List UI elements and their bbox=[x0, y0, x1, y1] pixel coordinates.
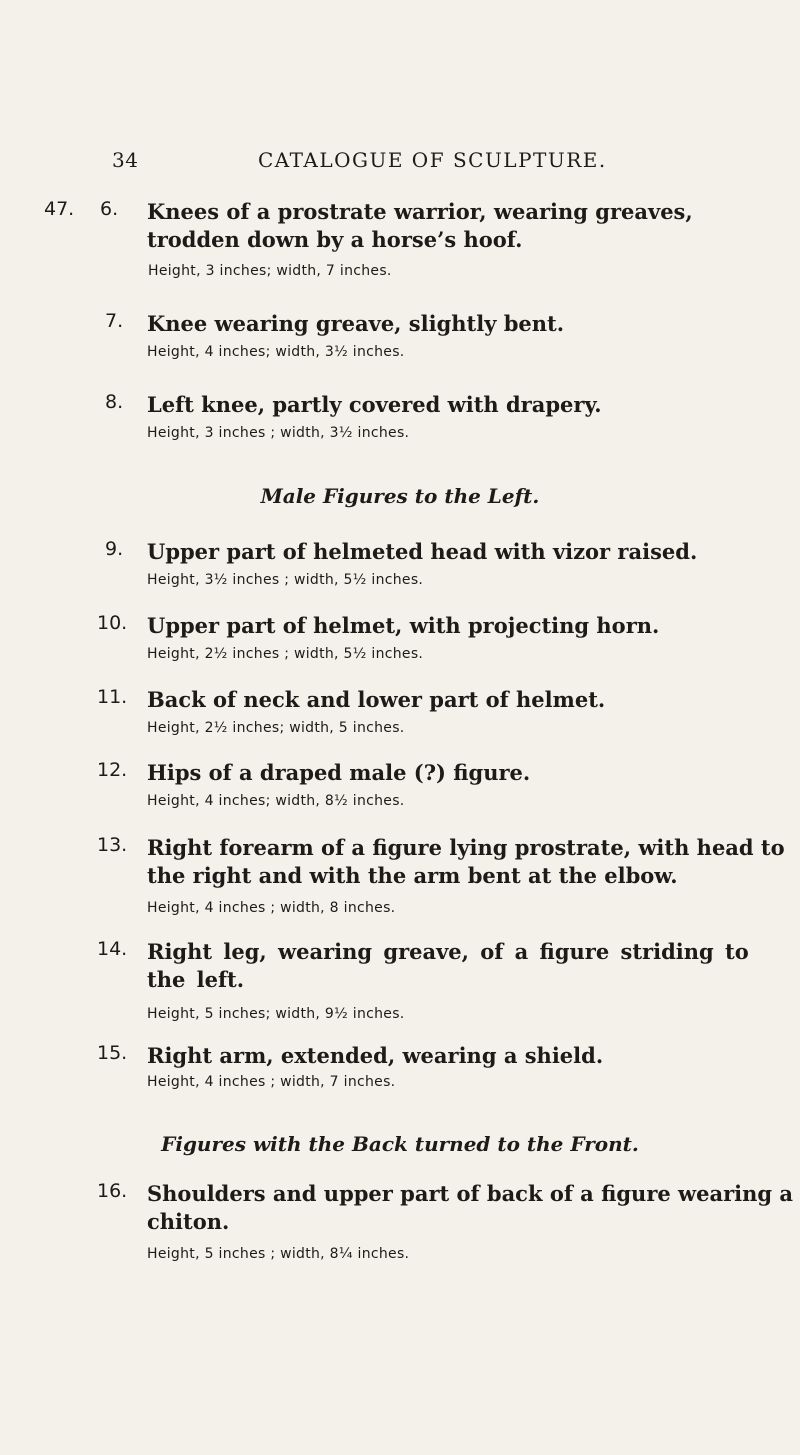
entry-title: Upper part of helmeted head with vizor raised. bbox=[147, 539, 698, 564]
entry-title: Knee wearing greave, slightly bent. bbox=[147, 311, 565, 336]
section-heading: Male Figures to the Left. bbox=[260, 484, 540, 508]
entry-number: 6. bbox=[100, 198, 119, 220]
entry-dimensions: Height, 4 inches; width, 3½ inches. bbox=[147, 344, 405, 360]
entry-dimensions: Height, 5 inches; width, 9½ inches. bbox=[147, 1006, 405, 1022]
entry-number: 7. bbox=[105, 310, 124, 332]
entry-number: 13. bbox=[97, 834, 128, 856]
page-number: 34 bbox=[112, 148, 139, 172]
entry-dimensions: Height, 3½ inches ; width, 5½ inches. bbox=[147, 572, 424, 588]
page-header bbox=[0, 148, 800, 178]
entry-title: Knees of a prostrate warrior, wearing greaves, trodden down by a horse’s hoof. bbox=[147, 199, 693, 252]
entry-dimensions: Height, 2½ inches; width, 5 inches. bbox=[147, 720, 405, 736]
running-title: CATALOGUE OF SCULPTURE. bbox=[258, 148, 607, 172]
entry-number: 8. bbox=[105, 391, 124, 413]
entry-number: 15. bbox=[97, 1042, 128, 1064]
entry-dimensions: Height, 3 inches ; width, 3½ inches. bbox=[147, 425, 410, 441]
entry-dimensions: Height, 5 inches ; width, 8¼ inches. bbox=[147, 1246, 410, 1262]
entry-dimensions: Height, 4 inches ; width, 7 inches. bbox=[147, 1074, 396, 1090]
entry-title: Upper part of helmet, with projecting horn. bbox=[147, 613, 660, 638]
entry-dimensions: Height, 3 inches; width, 7 inches. bbox=[148, 263, 392, 279]
section-heading: Figures with the Back turned to the Front. bbox=[161, 1132, 639, 1156]
entry-number: 12. bbox=[97, 759, 128, 781]
entry-number: 9. bbox=[105, 538, 124, 560]
entry-number: 11. bbox=[97, 686, 128, 708]
entry-group-number: 47. bbox=[44, 198, 75, 220]
entry-number: 16. bbox=[97, 1180, 128, 1202]
entry-title: Shoulders and upper part of back of a figure wearing a chiton. bbox=[147, 1181, 794, 1234]
entry-dimensions: Height, 4 inches ; width, 8 inches. bbox=[147, 900, 396, 916]
entry-title: Hips of a draped male (?) figure. bbox=[147, 760, 531, 785]
entry-number: 10. bbox=[97, 612, 128, 634]
entry-title: Right leg, wearing greave, of a figure striding to the left. bbox=[147, 939, 749, 992]
entry-dimensions: Height, 2½ inches ; width, 5½ inches. bbox=[147, 646, 424, 662]
entry-title: Back of neck and lower part of helmet. bbox=[147, 687, 606, 712]
entry-number: 14. bbox=[97, 938, 128, 960]
entry-title: Right forearm of a figure lying prostrate, with head to the right and with the arm bent at the elbow. bbox=[147, 835, 785, 888]
entry-title: Left knee, partly covered with drapery. bbox=[147, 392, 602, 417]
entry-dimensions: Height, 4 inches; width, 8½ inches. bbox=[147, 793, 405, 809]
entry-title: Right arm, extended, wearing a shield. bbox=[147, 1043, 604, 1068]
